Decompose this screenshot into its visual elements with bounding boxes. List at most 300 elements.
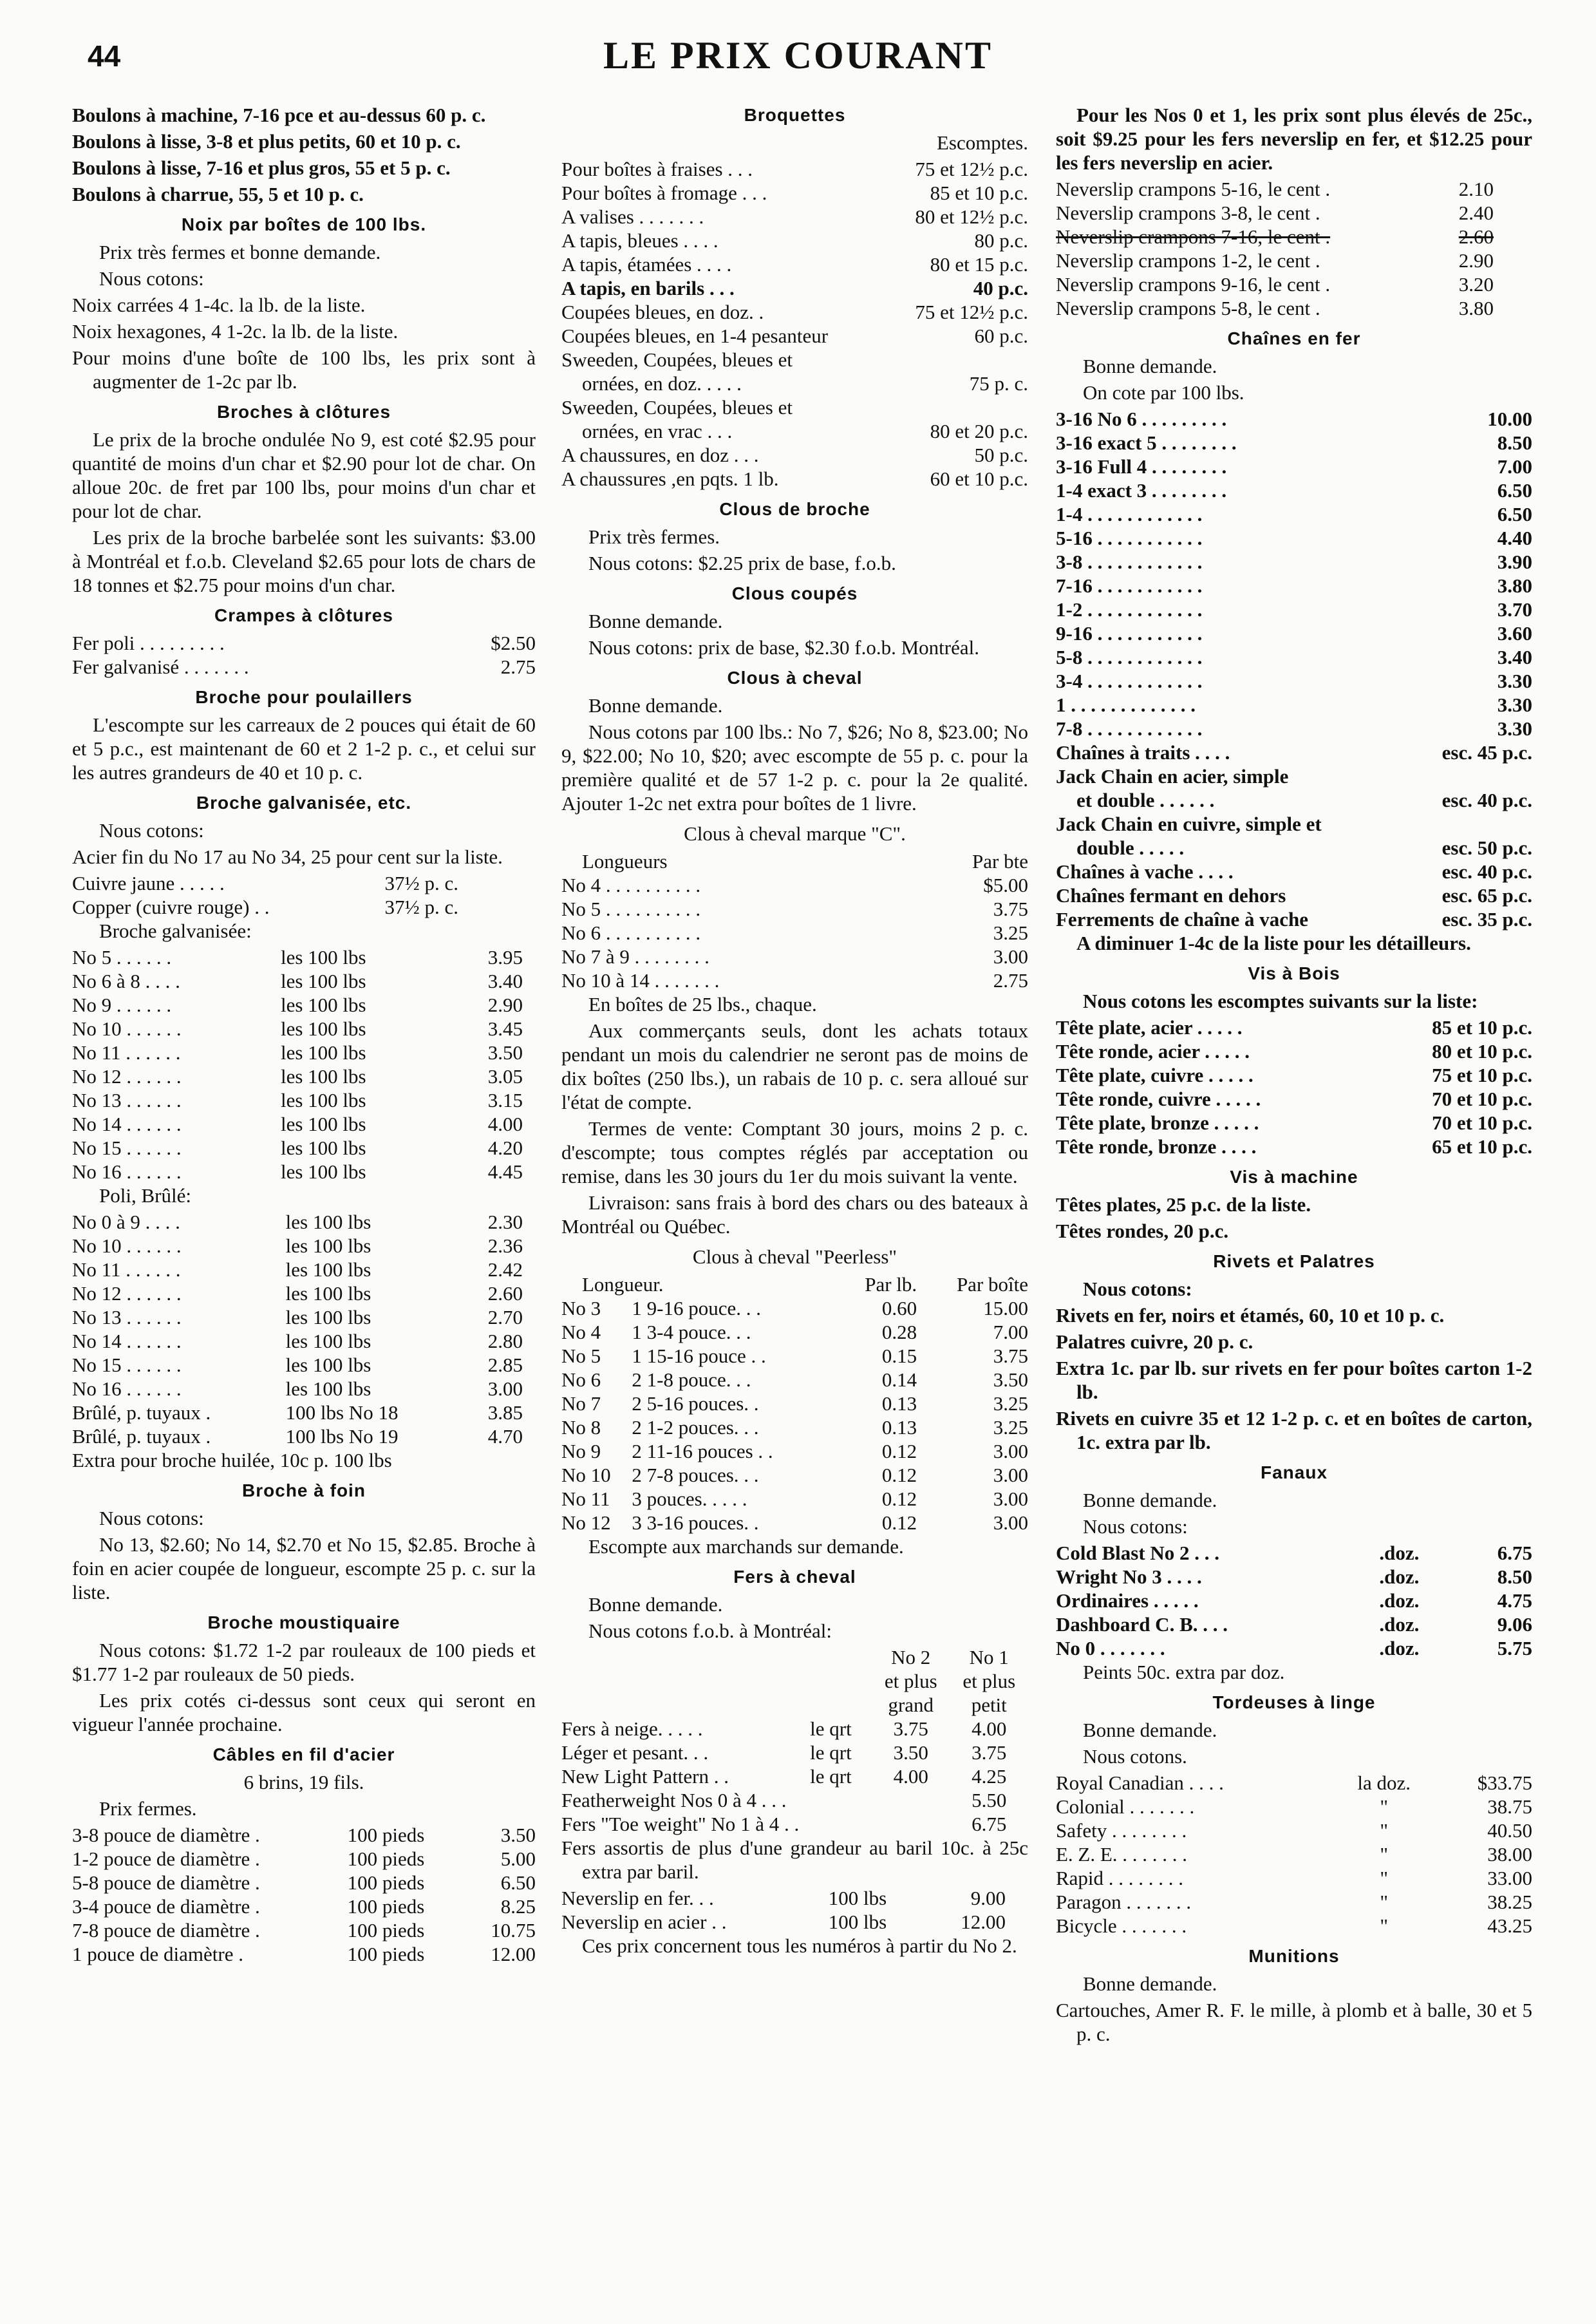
table-row [72,1088,523,1112]
price-value: 10.00 [1487,408,1532,430]
section-heading-crampes: Crampes à clôtures [214,605,393,625]
table-row [1056,1914,1532,1938]
cell: No 0 . . . . . . . [1056,1637,1165,1659]
table-row [72,1017,523,1041]
section-heading-tordeuses: Tordeuses à linge [1212,1692,1376,1712]
text: Broche galvanisée: [99,920,252,942]
column-header: et plus [962,1670,1016,1692]
cell: 3.15 [487,1089,523,1111]
table-row [1056,1636,1532,1660]
price-label: Neverslip crampons 1-2, le cent . [1056,249,1320,272]
table-row [561,1910,1006,1934]
price-label: Tête ronde, acier . . . . . [1056,1040,1250,1063]
price-label: Tête plate, bronze . . . . . [1056,1111,1259,1134]
table-header [561,1669,1028,1693]
cell: 2.80 [487,1330,523,1352]
cell: les 100 lbs [285,1234,371,1257]
table-row [561,1320,1028,1344]
text: Escompte aux marchands sur demande. [588,1535,904,1558]
price-label: Tête plate, acier . . . . . [1056,1016,1243,1039]
cell: 3.50 [893,1741,928,1764]
price-row [1056,764,1532,788]
table-row [1056,1842,1532,1866]
cell: 2.85 [487,1354,523,1376]
text: Prix fermes. [99,1797,197,1820]
cell: Ordinaires . . . . . [1056,1589,1199,1612]
table-row [561,1717,1028,1741]
text: Nous cotons: [99,267,204,290]
text: Nous cotons: [99,1507,204,1529]
price-label: Chaînes fermant en dehors [1056,884,1286,907]
price-label: Jack Chain en cuivre, simple et [1056,813,1322,835]
price-value: 3.75 [993,898,1028,920]
cell: 100 lbs No 18 [285,1401,399,1424]
section-heading-moustiquaire: Broche moustiquaire [207,1612,400,1632]
price-label: Coupées bleues, en 1-4 pesanteur [561,325,829,347]
table-header [561,1645,1028,1669]
text: Extra pour broche huilée, 10c p. 100 lbs [72,1449,392,1471]
section-heading-clous-broche: Clous de broche [719,499,870,519]
price-value: esc. 45 p.c. [1441,741,1532,764]
price-value: esc. 50 p.c. [1441,836,1532,859]
cell: 3.05 [487,1065,523,1088]
price-label: Tête ronde, cuivre . . . . . [1056,1088,1261,1110]
section-heading-poulaillers: Broche pour poulaillers [195,687,413,707]
cell: No 9 . . . . . . [72,994,172,1016]
cell: 4.20 [487,1137,523,1159]
price-value: 7.00 [1497,455,1532,478]
price-value: 2.90 [1458,249,1494,272]
cell: 100 pieds [347,1895,425,1918]
cell: Fers à neige. . . . . [561,1717,703,1740]
price-label: Fer galvanisé . . . . . . . [72,656,249,678]
cell: Brûlé, p. tuyaux . [72,1401,211,1424]
table-row [72,1258,523,1281]
section-heading-broquettes: Broquettes [744,105,846,125]
price-row [561,968,1028,992]
cell: " [1380,1914,1388,1937]
cell: 4.00 [972,1717,1007,1740]
price-row [561,157,1028,181]
cell: 12.00 [961,1911,1006,1933]
price-value: 75 et 12½ p.c. [915,301,1028,323]
price-row [72,895,536,919]
cell: 9.00 [970,1887,1006,1909]
table-row [1056,1541,1532,1565]
section-heading-clous-cheval: Clous à cheval [727,668,863,688]
price-label: Chaînes à vache . . . . [1056,860,1234,883]
section-heading-foin: Broche à foin [242,1480,366,1500]
cell: E. Z. E. . . . . . . . [1056,1843,1188,1866]
price-label: et double . . . . . . [1076,789,1215,811]
table-row [72,945,523,969]
price-row [1056,502,1532,526]
price-label: Ferrements de chaîne à vache [1056,908,1308,931]
price-row [561,324,1028,348]
price-value: 65 et 10 p.c. [1432,1135,1532,1158]
section-heading-chaines: Chaînes en fer [1227,328,1361,348]
price-row [561,229,1028,252]
section-heading-vis-bois: Vis à Bois [1248,963,1340,983]
text: Bonne demande. [1083,1489,1217,1511]
cell: 2.30 [487,1211,523,1233]
cell: Dashboard C. B. . . . [1056,1613,1228,1636]
price-value: 70 et 10 p.c. [1432,1088,1532,1110]
price-label: A tapis, en barils . . . [561,277,735,299]
cell: 3.75 [972,1741,1007,1764]
cell: 2 7-8 pouces. . . [632,1464,759,1486]
price-value [1526,764,1532,788]
table-row [72,1281,523,1305]
cell: les 100 lbs [285,1330,371,1352]
cell: No 11 . . . . . . [72,1258,181,1281]
table-row [72,1112,523,1136]
cell: No 14 . . . . . . [72,1330,182,1352]
price-label: Copper (cuivre rouge) . . [72,896,270,918]
price-row [1056,621,1532,645]
section-heading-munitions: Munitions [1248,1946,1340,1966]
table-row [72,1871,536,1894]
table-header [561,1272,1028,1296]
text: Noix hexagones, 4 1-2c. la lb. de la liste. [72,320,399,343]
table-row [1056,1565,1532,1589]
text: Nous cotons f.o.b. à Montréal: [588,1620,832,1642]
section-heading-rivets: Rivets et Palatres [1213,1251,1375,1271]
price-label: A chaussures ,en pqts. 1 lb. [561,468,779,490]
cell: les 100 lbs [285,1282,371,1305]
column-header: Par bte [972,850,1028,873]
price-label: No 5 . . . . . . . . . . [561,898,701,920]
price-label: double . . . . . [1076,836,1185,859]
cell: 3.00 [993,1440,1028,1462]
table-row [561,1741,1028,1764]
price-value: 40 p.c. [973,277,1028,299]
table-row [72,1353,523,1377]
cell: .doz. [1379,1613,1420,1636]
cell: 12.00 [491,1943,536,1965]
cell: 2.36 [487,1234,523,1257]
cell: 2.60 [487,1282,523,1305]
cell: No 12 . . . . . . [72,1282,182,1305]
price-value: 4.40 [1497,527,1532,549]
poli-brule-table [72,1210,523,1448]
cell: Colonial . . . . . . . [1056,1795,1195,1818]
cell: No 10 . . . . . . [72,1234,182,1257]
table-row [561,1788,1028,1812]
price-value: 3.30 [1497,670,1532,692]
cell: No 5 [561,1345,601,1367]
table-row [72,1823,536,1847]
price-label: Pour boîtes à fromage . . . [561,182,767,204]
text: Pour moins d'une boîte de 100 lbs, les prix sont à augmenter de 1-2c par lb. [72,346,536,393]
paragraph: Aux commerçants seuls, dont les achats totaux pendant un mois du calendrier ne seront pas de moins de dix boîtes (250 lbs.), un rabais de 10 p. c. sera alloué sur l'état de compte. [561,1019,1028,1113]
cell: 5.75 [1497,1637,1532,1659]
cell: Léger et pesant. . . [561,1741,709,1764]
cell: les 100 lbs [280,1160,366,1183]
price-value: 3.60 [1497,622,1532,645]
table-header [561,1693,1028,1717]
price-value: 3.80 [1458,297,1494,319]
price-value: 37½ p. c. [384,896,458,918]
price-value: 3.40 [1497,646,1532,668]
cell: 8.50 [1497,1565,1532,1588]
text: Fers assortis de plus d'une grandeur au baril 10c. à 25c extra par baril. [561,1837,1028,1883]
paragraph: No 13, $2.60; No 14, $2.70 et No 15, $2.85. Broche à foin en acier coupée de longueur, escompte 25 p. c. sur la liste. [72,1533,536,1603]
cell: 5.50 [972,1789,1007,1811]
section-heading-marque-c: Clous à cheval marque "C". [684,822,906,845]
price-label: 3-16 No 6 . . . . . . . . . [1056,408,1227,430]
cell: No 5 . . . . . . [72,946,172,968]
price-label: Fer poli . . . . . . . . . [72,632,225,654]
cell: Cold Blast No 2 . . . [1056,1542,1220,1564]
table-row [1056,1866,1532,1890]
cell: 2 1-8 pouce. . . [632,1368,751,1391]
price-label: Neverslip crampons 7-16, le cent . [1056,225,1331,248]
cell: 1 15-16 pouce . . [632,1345,766,1367]
price-row [1056,225,1532,249]
cell: 4.25 [972,1765,1007,1788]
price-row [1056,836,1532,860]
cell [810,1669,872,1693]
price-label: Jack Chain en acier, simple [1056,765,1289,788]
text: Sweeden, Coupées, bleues et [561,348,793,371]
cell: .doz. [1379,1542,1420,1564]
price-row [1056,296,1532,320]
cell: 0.13 [881,1416,917,1439]
cell: 100 lbs No 19 [285,1425,399,1448]
section-heading-noix: Noix par boîtes de 100 lbs. [181,214,427,234]
boulons-lisse-petits: Boulons à lisse, 3-8 et plus petits, 60 et 10 p. c. [72,130,461,153]
price-value: esc. 65 p.c. [1441,884,1532,907]
cell: les 100 lbs [285,1377,371,1400]
column-header: No 2 [891,1646,931,1668]
price-row [1056,431,1532,455]
price-value: 2.40 [1458,202,1494,224]
cell: 100 lbs [828,1911,887,1933]
cell: No 7 [561,1392,601,1415]
text: Cartouches, Amer R. F. le mille, à plomb et à balle, 30 et 5 p. c. [1056,1999,1532,2045]
table-row [72,1160,523,1184]
cell: 3.45 [487,1017,523,1040]
cell: No 4 [561,1321,601,1343]
table-row [72,969,523,993]
text: Sweeden, Coupées, bleues et [561,396,793,419]
table-row [72,1424,523,1448]
table-row [72,1064,523,1088]
cell: 3.50 [487,1041,523,1064]
cell: New Light Pattern . . [561,1765,729,1788]
paragraph: Nous cotons les escomptes suivants sur la liste: [1083,990,1478,1012]
section-heading-fers: Fers à cheval [733,1567,856,1587]
table-row [561,1392,1028,1415]
table-row [561,1463,1028,1487]
cell: 3.75 [893,1717,928,1740]
boulons-lisse-gros: Boulons à lisse, 7-16 et plus gros, 55 et 5 p. c. [72,156,451,179]
price-label: 5-16 . . . . . . . . . . . [1056,527,1203,549]
price-value: 3.30 [1497,717,1532,740]
table-row [1056,1795,1532,1819]
column-header: Longueur. [582,1273,664,1296]
price-row [1056,693,1532,717]
text: Nous cotons: [99,819,204,842]
price-row [1056,669,1532,693]
table-row [72,1305,523,1329]
cell: No 8 [561,1416,601,1439]
paragraph: Livraison: sans frais à bord des chars ou des bateaux à Montréal ou Québec. [561,1191,1028,1238]
price-value: 70 et 10 p.c. [1432,1111,1532,1134]
price-label: Neverslip crampons 3-8, le cent . [1056,202,1320,224]
price-label: A valises . . . . . . . [561,205,704,228]
price-row [1056,717,1532,741]
cell: 4.70 [487,1425,523,1448]
cell: 10.75 [491,1919,536,1941]
cell [810,1645,872,1669]
peerless-table [561,1272,1028,1535]
cell: No 12 [561,1511,611,1534]
boulons-charrue: Boulons à charrue, 55, 5 et 10 p. c. [72,183,364,205]
cell: No 11 . . . . . . [72,1041,181,1064]
table-row [72,1136,523,1160]
price-row [1056,883,1532,907]
cell: 1 pouce de diamètre . [72,1943,243,1965]
fanaux-table [1056,1541,1532,1660]
table-row [561,1487,1028,1511]
price-label: No 4 . . . . . . . . . . [561,874,701,896]
paragraph: Nous cotons par 100 lbs.: No 7, $26; No 8, $23.00; No 9, $22.00; No 10, $20; avec escompte de 55 p. c. pour la première qualité et de 57 1-2 p. c. pour la 2e qualité. Ajouter 1-2c net extra pour boîtes de 1 livre. [561,721,1028,815]
cell: 3.75 [993,1345,1028,1367]
text: Bonne demande. [588,694,723,717]
cell: 0.12 [881,1488,917,1510]
price-value: 3.20 [1458,273,1494,296]
price-label: No 7 à 9 . . . . . . . . [561,945,709,968]
price-row [1056,478,1532,502]
cell: " [1380,1867,1388,1889]
cell: les 100 lbs [280,1113,366,1135]
cell: les 100 lbs [285,1211,371,1233]
price-value: esc. 40 p.c. [1441,789,1532,811]
cell: Rapid . . . . . . . . [1056,1867,1184,1889]
table-row [561,1296,1028,1320]
text: Noix carrées 4 1-4c. la lb. de la liste. [72,294,366,316]
cell: 3-4 pouce de diamètre . [72,1895,260,1918]
cell: les 100 lbs [280,1137,366,1159]
price-row [1056,741,1532,764]
price-row [561,921,1028,945]
price-row [1056,550,1532,574]
cell: 3 3-16 pouces. . [632,1511,759,1534]
fers-table [561,1645,1028,1836]
cables-table [72,1823,536,1966]
table-row [561,1439,1028,1463]
price-label: 7-8 . . . . . . . . . . . . [1056,717,1203,740]
price-label: ornées, en doz. . . . . [582,372,742,395]
neverslip-table [561,1886,1006,1934]
price-row [1056,788,1532,812]
table-row [72,993,523,1017]
cell: Brûlé, p. tuyaux . [72,1425,211,1448]
price-value: 80 et 20 p.c. [930,420,1028,442]
cell: No 11 [561,1488,610,1510]
cell: No 14 . . . . . . [72,1113,182,1135]
text: Bonne demande. [1083,1972,1217,1995]
cell [561,1645,810,1669]
price-row [1056,177,1532,201]
cell: 100 pieds [347,1943,425,1965]
table-row [72,1401,523,1424]
price-label: 5-8 . . . . . . . . . . . . [1056,646,1203,668]
price-row [1056,907,1532,931]
cell: 100 lbs [828,1887,887,1909]
cell: 100 pieds [347,1847,425,1870]
text: Acier fin du No 17 au No 34, 25 pour cent sur la liste. [72,846,503,868]
cell: 2 5-16 pouces. . [632,1392,759,1415]
cell: 8.25 [500,1895,536,1918]
paragraph: L'escompte sur les carreaux de 2 pouces qui était de 60 et 5 p.c., est maintenant de 60 et 2 1-2 p. c., et celui sur les autres grandeurs de 40 et 10 p. c. [72,713,536,784]
cell: 3.00 [993,1464,1028,1486]
price-label: 9-16 . . . . . . . . . . . [1056,622,1203,645]
price-row [1056,1016,1532,1039]
price-value: 85 et 10 p.c. [1432,1016,1532,1039]
column-3 [1056,103,1532,2048]
cell: No 6 à 8 . . . . [72,970,180,992]
cell: Paragon . . . . . . . [1056,1891,1192,1913]
paragraph: Les prix de la broche barbelée sont les suivants: $3.00 à Montréal et f.o.b. Cleveland $2.65 pour lots de chars de 18 tonnes et $2.75 pour moins d'un char. [72,526,536,596]
price-label: 3-16 Full 4 . . . . . . . . [1056,455,1227,478]
price-row [1056,407,1532,431]
table-row [72,1847,536,1871]
price-row [1056,455,1532,478]
table-row [1056,1589,1532,1612]
price-value: 6.50 [1497,479,1532,502]
price-row [1056,1063,1532,1087]
price-label: 3-16 exact 5 . . . . . . . . [1056,431,1237,454]
cell: 0.12 [881,1511,917,1534]
cell: " [1380,1891,1388,1913]
cell: les 100 lbs [285,1306,371,1328]
cell: 3.25 [993,1416,1028,1439]
price-row [561,276,1028,300]
text: Nous cotons: $2.25 prix de base, f.o.b. [588,552,896,574]
price-label: No 6 . . . . . . . . . . [561,921,701,944]
paragraph: Termes de vente: Comptant 30 jours, moins 2 p. c. d'escompte; tous comptes réglés par acceptation ou remise, dans les 30 jours du 1er du mois suivant la vente. [561,1117,1028,1187]
section-heading-peerless: Clous à cheval "Peerless" [692,1245,897,1268]
text: Bonne demande. [588,610,723,632]
price-label: Pour boîtes à fraises . . . [561,158,753,180]
price-label: Neverslip crampons 5-16, le cent . [1056,178,1331,200]
cell: 100 pieds [347,1871,425,1894]
price-row [1056,645,1532,669]
cell: 6.50 [500,1871,536,1894]
text: Nous cotons: [1083,1278,1192,1300]
cell: 3.50 [993,1368,1028,1391]
boulons-machine: Boulons à machine, 7-16 pce et au-dessus 60 p. c. [72,104,486,126]
price-value: $5.00 [983,874,1028,896]
table-row [72,1234,523,1258]
cell: les 100 lbs [280,1089,366,1111]
price-label: Neverslip crampons 5-8, le cent . [1056,297,1320,319]
cell: 2.90 [487,994,523,1016]
cell: 4.00 [487,1113,523,1135]
price-value: $2.50 [491,632,536,654]
cell: 3.00 [993,1511,1028,1534]
paragraph: Les prix cotés ci-dessus sont ceux qui seront en vigueur l'année prochaine. [72,1689,536,1735]
cell: .doz. [1379,1637,1420,1659]
cell: 40.50 [1487,1819,1532,1842]
table-row [72,1210,523,1234]
cell: Bicycle . . . . . . . [1056,1914,1187,1937]
text: Peints 50c. extra par doz. [1083,1661,1285,1683]
price-row [1056,1111,1532,1135]
